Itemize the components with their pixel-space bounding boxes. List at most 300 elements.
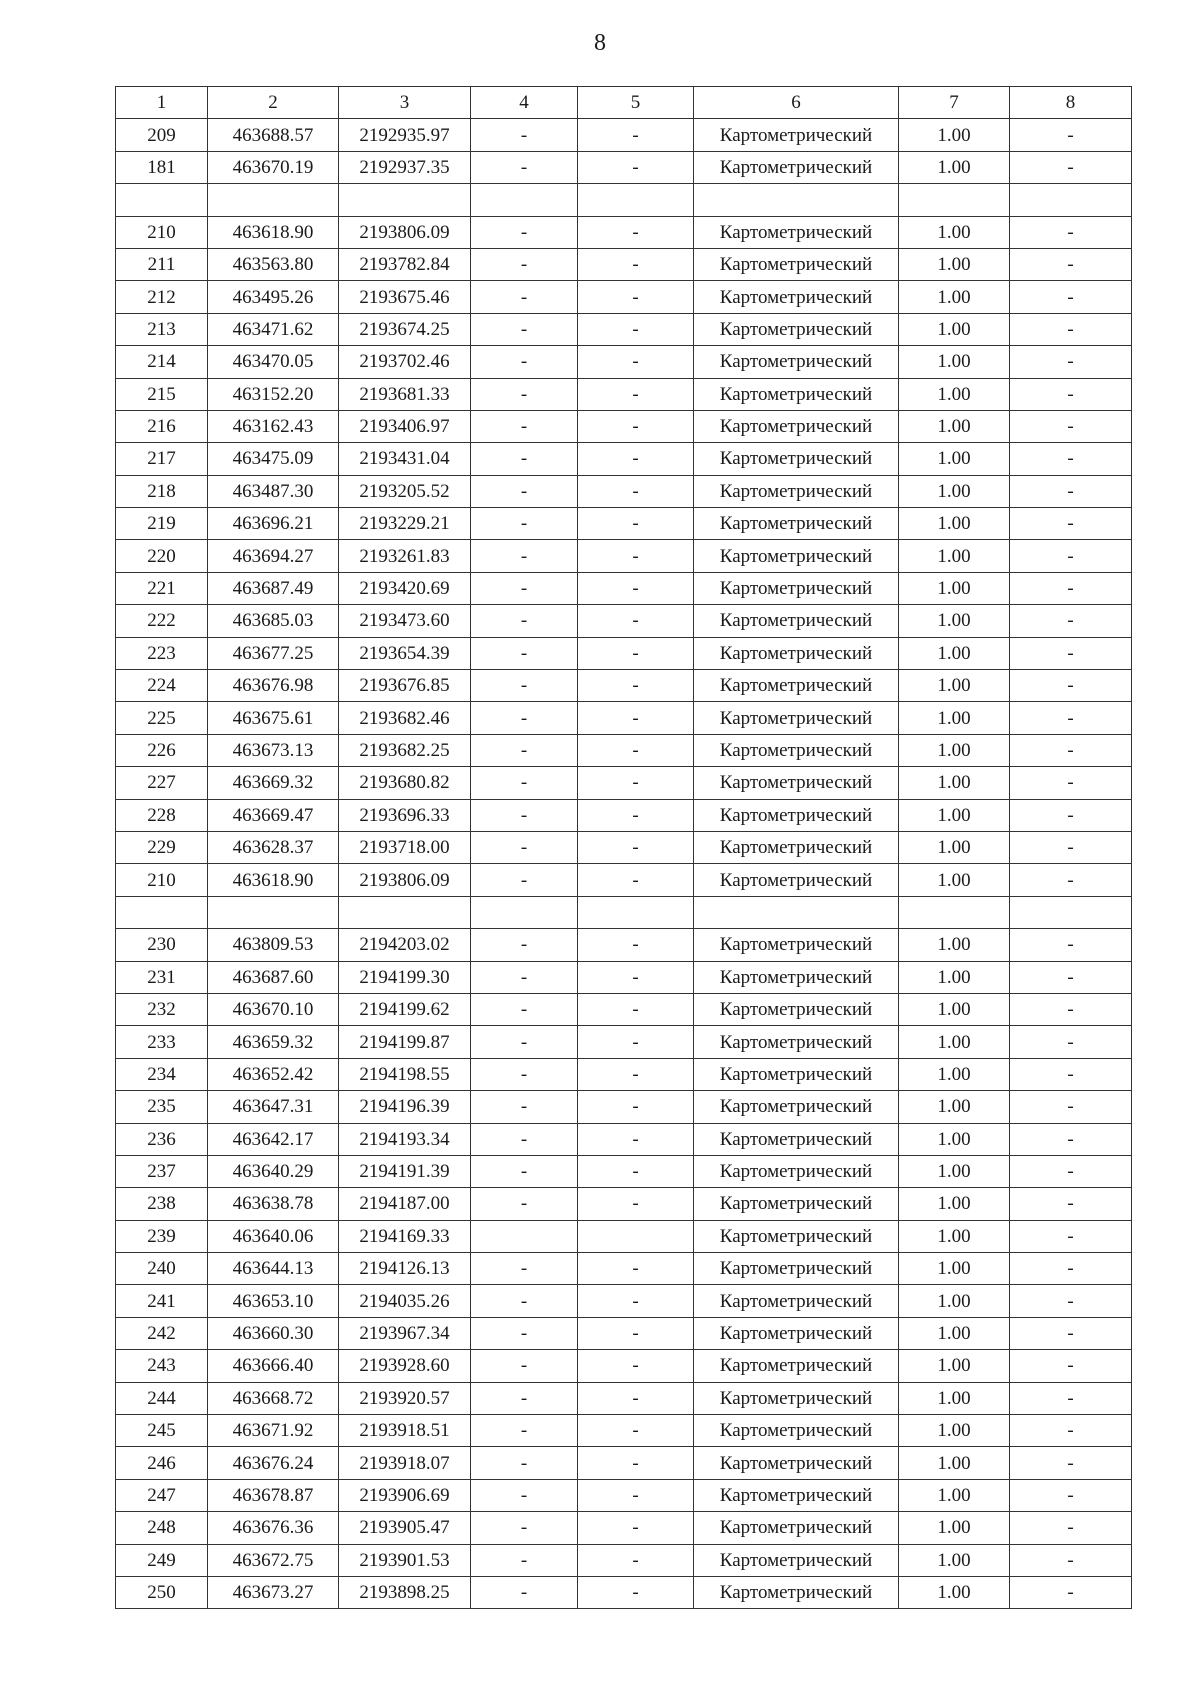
cell-y-coordinate: 2193967.34 bbox=[339, 1317, 471, 1349]
cell-x-coordinate: 463653.10 bbox=[208, 1285, 339, 1317]
cell-col-4: - bbox=[471, 1253, 578, 1285]
cell-col-8: - bbox=[1010, 1447, 1132, 1479]
cell-col-8: - bbox=[1010, 993, 1132, 1025]
cell-col-4: - bbox=[471, 961, 578, 993]
cell-col-4: - bbox=[471, 799, 578, 831]
cell-col-8: - bbox=[1010, 119, 1132, 151]
cell-method: Картометрический bbox=[694, 508, 899, 540]
cell-col-4: - bbox=[471, 1544, 578, 1576]
table-row bbox=[116, 1091, 1132, 1123]
cell-y-coordinate: 2193696.33 bbox=[339, 799, 471, 831]
cell-point-number: 248 bbox=[116, 1512, 208, 1544]
cell-point-number: 247 bbox=[116, 1479, 208, 1511]
table-row bbox=[116, 216, 1132, 248]
cell-col-8: - bbox=[1010, 508, 1132, 540]
cell-y-coordinate: 2193905.47 bbox=[339, 1512, 471, 1544]
cell-point-number: 244 bbox=[116, 1382, 208, 1414]
cell-y-coordinate: 2193205.52 bbox=[339, 475, 471, 507]
cell-col-4: - bbox=[471, 1317, 578, 1349]
cell-point-number: 246 bbox=[116, 1447, 208, 1479]
cell-col-4: - bbox=[471, 637, 578, 669]
cell-col-5: - bbox=[578, 1576, 694, 1608]
cell-y-coordinate: 2193431.04 bbox=[339, 443, 471, 475]
cell-col-4: - bbox=[471, 443, 578, 475]
cell-col-5: - bbox=[578, 1479, 694, 1511]
cell-col-5: - bbox=[578, 216, 694, 248]
cell-accuracy: 1.00 bbox=[899, 702, 1010, 734]
cell-col-5: - bbox=[578, 767, 694, 799]
cell-x-coordinate: 463675.61 bbox=[208, 702, 339, 734]
cell-point-number: 224 bbox=[116, 670, 208, 702]
cell-x-coordinate: 463673.13 bbox=[208, 734, 339, 766]
cell-y-coordinate: 2193901.53 bbox=[339, 1544, 471, 1576]
cell-col-8: - bbox=[1010, 1058, 1132, 1090]
cell-method: Картометрический bbox=[694, 151, 899, 183]
cell-col-4: - bbox=[471, 1026, 578, 1058]
cell-accuracy: 1.00 bbox=[899, 864, 1010, 896]
table-row bbox=[116, 767, 1132, 799]
header-cell-4: 4 bbox=[471, 87, 578, 119]
cell-y-coordinate: 2193898.25 bbox=[339, 1576, 471, 1608]
cell-accuracy: 1.00 bbox=[899, 378, 1010, 410]
header-cell-7: 7 bbox=[899, 87, 1010, 119]
cell-y-coordinate: 2193782.84 bbox=[339, 248, 471, 280]
cell-col-8: - bbox=[1010, 767, 1132, 799]
table-row bbox=[116, 540, 1132, 572]
cell-point-number: 217 bbox=[116, 443, 208, 475]
cell-point-number: 215 bbox=[116, 378, 208, 410]
cell-col-4: - bbox=[471, 767, 578, 799]
cell-method: Картометрический bbox=[694, 637, 899, 669]
cell-method: Картометрический bbox=[694, 767, 899, 799]
cell-accuracy bbox=[899, 896, 1010, 928]
cell-y-coordinate: 2193674.25 bbox=[339, 313, 471, 345]
cell-col-8: - bbox=[1010, 1091, 1132, 1123]
cell-point-number: 222 bbox=[116, 605, 208, 637]
cell-col-4: - bbox=[471, 508, 578, 540]
table-row bbox=[116, 1382, 1132, 1414]
cell-col-5: - bbox=[578, 248, 694, 280]
cell-col-8: - bbox=[1010, 1188, 1132, 1220]
cell-accuracy: 1.00 bbox=[899, 670, 1010, 702]
cell-x-coordinate: 463672.75 bbox=[208, 1544, 339, 1576]
cell-col-8: - bbox=[1010, 1253, 1132, 1285]
cell-method: Картометрический bbox=[694, 799, 899, 831]
cell-col-5: - bbox=[578, 1123, 694, 1155]
cell-point-number bbox=[116, 896, 208, 928]
cell-col-4: - bbox=[471, 929, 578, 961]
cell-x-coordinate: 463563.80 bbox=[208, 248, 339, 280]
cell-y-coordinate: 2193680.82 bbox=[339, 767, 471, 799]
cell-method: Картометрический bbox=[694, 281, 899, 313]
cell-col-4: - bbox=[471, 1188, 578, 1220]
cell-col-8: - bbox=[1010, 1576, 1132, 1608]
cell-y-coordinate: 2193682.25 bbox=[339, 734, 471, 766]
cell-method: Картометрический bbox=[694, 1253, 899, 1285]
table-row bbox=[116, 929, 1132, 961]
cell-y-coordinate: 2193806.09 bbox=[339, 864, 471, 896]
cell-point-number: 231 bbox=[116, 961, 208, 993]
cell-col-4: - bbox=[471, 378, 578, 410]
table-row bbox=[116, 1285, 1132, 1317]
cell-point-number: 236 bbox=[116, 1123, 208, 1155]
header-cell-8: 8 bbox=[1010, 87, 1132, 119]
table-row bbox=[116, 1415, 1132, 1447]
table-row bbox=[116, 281, 1132, 313]
table-row bbox=[116, 1123, 1132, 1155]
cell-col-8: - bbox=[1010, 1220, 1132, 1252]
cell-method: Картометрический bbox=[694, 1220, 899, 1252]
cell-col-5 bbox=[578, 184, 694, 216]
cell-y-coordinate: 2193682.46 bbox=[339, 702, 471, 734]
cell-col-5: - bbox=[578, 1544, 694, 1576]
cell-method: Картометрический bbox=[694, 734, 899, 766]
cell-point-number: 221 bbox=[116, 572, 208, 604]
table-row bbox=[116, 831, 1132, 863]
cell-col-8: - bbox=[1010, 831, 1132, 863]
cell-y-coordinate: 2194199.87 bbox=[339, 1026, 471, 1058]
cell-accuracy: 1.00 bbox=[899, 799, 1010, 831]
table-row bbox=[116, 184, 1132, 216]
cell-col-8: - bbox=[1010, 216, 1132, 248]
cell-accuracy: 1.00 bbox=[899, 248, 1010, 280]
cell-x-coordinate: 463670.10 bbox=[208, 993, 339, 1025]
cell-col-4: - bbox=[471, 216, 578, 248]
cell-col-4: - bbox=[471, 475, 578, 507]
cell-point-number: 241 bbox=[116, 1285, 208, 1317]
cell-y-coordinate: 2193676.85 bbox=[339, 670, 471, 702]
cell-accuracy: 1.00 bbox=[899, 281, 1010, 313]
cell-accuracy: 1.00 bbox=[899, 961, 1010, 993]
cell-col-8: - bbox=[1010, 637, 1132, 669]
cell-col-5: - bbox=[578, 475, 694, 507]
cell-point-number: 245 bbox=[116, 1415, 208, 1447]
cell-y-coordinate: 2194196.39 bbox=[339, 1091, 471, 1123]
cell-accuracy: 1.00 bbox=[899, 1123, 1010, 1155]
cell-method: Картометрический bbox=[694, 540, 899, 572]
table-row bbox=[116, 1188, 1132, 1220]
cell-col-8: - bbox=[1010, 572, 1132, 604]
cell-col-8: - bbox=[1010, 1155, 1132, 1187]
cell-col-4: - bbox=[471, 346, 578, 378]
table-row bbox=[116, 248, 1132, 280]
table-header-row bbox=[116, 87, 1132, 119]
cell-col-5: - bbox=[578, 929, 694, 961]
cell-accuracy: 1.00 bbox=[899, 605, 1010, 637]
cell-col-4: - bbox=[471, 993, 578, 1025]
cell-x-coordinate: 463678.87 bbox=[208, 1479, 339, 1511]
cell-method: Картометрический bbox=[694, 1415, 899, 1447]
cell-col-5: - bbox=[578, 1188, 694, 1220]
cell-method: Картометрический bbox=[694, 1123, 899, 1155]
cell-x-coordinate: 463687.60 bbox=[208, 961, 339, 993]
header-cell-6: 6 bbox=[694, 87, 899, 119]
cell-point-number: 181 bbox=[116, 151, 208, 183]
cell-point-number: 211 bbox=[116, 248, 208, 280]
cell-accuracy: 1.00 bbox=[899, 216, 1010, 248]
cell-col-5: - bbox=[578, 313, 694, 345]
cell-col-8: - bbox=[1010, 1382, 1132, 1414]
cell-point-number: 233 bbox=[116, 1026, 208, 1058]
cell-col-8: - bbox=[1010, 1123, 1132, 1155]
cell-accuracy: 1.00 bbox=[899, 929, 1010, 961]
cell-x-coordinate: 463677.25 bbox=[208, 637, 339, 669]
cell-point-number bbox=[116, 184, 208, 216]
cell-accuracy: 1.00 bbox=[899, 993, 1010, 1025]
cell-accuracy: 1.00 bbox=[899, 151, 1010, 183]
cell-col-5: - bbox=[578, 119, 694, 151]
cell-col-4: - bbox=[471, 1058, 578, 1090]
cell-y-coordinate: 2193918.51 bbox=[339, 1415, 471, 1447]
cell-point-number: 250 bbox=[116, 1576, 208, 1608]
cell-y-coordinate: 2194193.34 bbox=[339, 1123, 471, 1155]
cell-col-5: - bbox=[578, 605, 694, 637]
table-row bbox=[116, 151, 1132, 183]
cell-accuracy: 1.00 bbox=[899, 508, 1010, 540]
cell-accuracy: 1.00 bbox=[899, 572, 1010, 604]
header-cell-5: 5 bbox=[578, 87, 694, 119]
table-row bbox=[116, 702, 1132, 734]
cell-accuracy: 1.00 bbox=[899, 346, 1010, 378]
cell-col-5: - bbox=[578, 1317, 694, 1349]
cell-col-8: - bbox=[1010, 410, 1132, 442]
cell-col-4: - bbox=[471, 1447, 578, 1479]
cell-x-coordinate: 463694.27 bbox=[208, 540, 339, 572]
cell-col-4: - bbox=[471, 540, 578, 572]
cell-x-coordinate bbox=[208, 184, 339, 216]
cell-col-4: - bbox=[471, 1512, 578, 1544]
cell-point-number: 232 bbox=[116, 993, 208, 1025]
cell-x-coordinate: 463687.49 bbox=[208, 572, 339, 604]
cell-col-5: - bbox=[578, 670, 694, 702]
cell-method: Картометрический bbox=[694, 1350, 899, 1382]
cell-x-coordinate: 463644.13 bbox=[208, 1253, 339, 1285]
cell-accuracy: 1.00 bbox=[899, 1447, 1010, 1479]
cell-col-8 bbox=[1010, 896, 1132, 928]
cell-y-coordinate: 2194169.33 bbox=[339, 1220, 471, 1252]
cell-y-coordinate: 2193681.33 bbox=[339, 378, 471, 410]
cell-accuracy: 1.00 bbox=[899, 1220, 1010, 1252]
header-cell-1: 1 bbox=[116, 87, 208, 119]
table-row bbox=[116, 1058, 1132, 1090]
cell-y-coordinate: 2193920.57 bbox=[339, 1382, 471, 1414]
table-row bbox=[116, 572, 1132, 604]
table-row bbox=[116, 605, 1132, 637]
cell-y-coordinate: 2193806.09 bbox=[339, 216, 471, 248]
cell-col-5: - bbox=[578, 1350, 694, 1382]
cell-point-number: 210 bbox=[116, 864, 208, 896]
cell-point-number: 216 bbox=[116, 410, 208, 442]
cell-y-coordinate: 2193928.60 bbox=[339, 1350, 471, 1382]
cell-accuracy: 1.00 bbox=[899, 767, 1010, 799]
cell-y-coordinate: 2194191.39 bbox=[339, 1155, 471, 1187]
table-row bbox=[116, 1220, 1132, 1252]
cell-col-4: - bbox=[471, 1091, 578, 1123]
cell-accuracy: 1.00 bbox=[899, 1188, 1010, 1220]
cell-method: Картометрический bbox=[694, 346, 899, 378]
cell-method: Картометрический bbox=[694, 216, 899, 248]
cell-y-coordinate: 2192937.35 bbox=[339, 151, 471, 183]
cell-x-coordinate: 463471.62 bbox=[208, 313, 339, 345]
cell-method bbox=[694, 184, 899, 216]
cell-col-5: - bbox=[578, 508, 694, 540]
cell-y-coordinate: 2193918.07 bbox=[339, 1447, 471, 1479]
cell-col-4: - bbox=[471, 410, 578, 442]
cell-col-8: - bbox=[1010, 378, 1132, 410]
cell-col-8: - bbox=[1010, 248, 1132, 280]
cell-x-coordinate: 463696.21 bbox=[208, 508, 339, 540]
cell-method: Картометрический bbox=[694, 961, 899, 993]
cell-point-number: 218 bbox=[116, 475, 208, 507]
table-row bbox=[116, 346, 1132, 378]
cell-col-5: - bbox=[578, 410, 694, 442]
header-cell-2: 2 bbox=[208, 87, 339, 119]
cell-col-8: - bbox=[1010, 702, 1132, 734]
cell-y-coordinate: 2194126.13 bbox=[339, 1253, 471, 1285]
cell-col-5 bbox=[578, 1220, 694, 1252]
cell-col-8: - bbox=[1010, 475, 1132, 507]
cell-y-coordinate bbox=[339, 896, 471, 928]
cell-col-4: - bbox=[471, 605, 578, 637]
cell-col-8: - bbox=[1010, 443, 1132, 475]
cell-col-8: - bbox=[1010, 961, 1132, 993]
cell-x-coordinate: 463666.40 bbox=[208, 1350, 339, 1382]
cell-y-coordinate: 2193420.69 bbox=[339, 572, 471, 604]
cell-x-coordinate: 463809.53 bbox=[208, 929, 339, 961]
cell-accuracy bbox=[899, 184, 1010, 216]
cell-y-coordinate: 2193906.69 bbox=[339, 1479, 471, 1511]
cell-x-coordinate: 463688.57 bbox=[208, 119, 339, 151]
cell-method: Картометрический bbox=[694, 1285, 899, 1317]
cell-col-4: - bbox=[471, 1123, 578, 1155]
cell-col-8: - bbox=[1010, 1317, 1132, 1349]
cell-y-coordinate: 2193406.97 bbox=[339, 410, 471, 442]
table-row bbox=[116, 410, 1132, 442]
cell-col-5: - bbox=[578, 1091, 694, 1123]
cell-accuracy: 1.00 bbox=[899, 1479, 1010, 1511]
cell-col-8: - bbox=[1010, 1415, 1132, 1447]
cell-col-5 bbox=[578, 896, 694, 928]
table-row bbox=[116, 508, 1132, 540]
cell-accuracy: 1.00 bbox=[899, 1253, 1010, 1285]
cell-method: Картометрический bbox=[694, 1479, 899, 1511]
cell-method: Картометрический bbox=[694, 1317, 899, 1349]
cell-x-coordinate: 463618.90 bbox=[208, 864, 339, 896]
cell-col-4: - bbox=[471, 248, 578, 280]
cell-method: Картометрический bbox=[694, 929, 899, 961]
cell-point-number: 220 bbox=[116, 540, 208, 572]
cell-col-8: - bbox=[1010, 313, 1132, 345]
cell-col-4: - bbox=[471, 734, 578, 766]
cell-accuracy: 1.00 bbox=[899, 637, 1010, 669]
cell-col-5: - bbox=[578, 1415, 694, 1447]
table-row bbox=[116, 993, 1132, 1025]
cell-accuracy: 1.00 bbox=[899, 1026, 1010, 1058]
table-row bbox=[116, 896, 1132, 928]
cell-y-coordinate: 2193261.83 bbox=[339, 540, 471, 572]
table-row bbox=[116, 1512, 1132, 1544]
cell-accuracy: 1.00 bbox=[899, 831, 1010, 863]
cell-y-coordinate: 2193718.00 bbox=[339, 831, 471, 863]
cell-accuracy: 1.00 bbox=[899, 1415, 1010, 1447]
cell-col-4 bbox=[471, 896, 578, 928]
cell-x-coordinate: 463647.31 bbox=[208, 1091, 339, 1123]
cell-col-5: - bbox=[578, 1253, 694, 1285]
cell-col-5: - bbox=[578, 151, 694, 183]
cell-col-4: - bbox=[471, 1576, 578, 1608]
cell-col-4 bbox=[471, 184, 578, 216]
cell-point-number: 226 bbox=[116, 734, 208, 766]
cell-x-coordinate: 463660.30 bbox=[208, 1317, 339, 1349]
cell-accuracy: 1.00 bbox=[899, 443, 1010, 475]
cell-point-number: 237 bbox=[116, 1155, 208, 1187]
cell-x-coordinate: 463638.78 bbox=[208, 1188, 339, 1220]
cell-accuracy: 1.00 bbox=[899, 734, 1010, 766]
cell-col-5: - bbox=[578, 1512, 694, 1544]
cell-col-4: - bbox=[471, 831, 578, 863]
cell-col-5: - bbox=[578, 281, 694, 313]
cell-col-4: - bbox=[471, 1155, 578, 1187]
table-row bbox=[116, 1447, 1132, 1479]
cell-x-coordinate: 463669.32 bbox=[208, 767, 339, 799]
cell-point-number: 223 bbox=[116, 637, 208, 669]
cell-col-8: - bbox=[1010, 151, 1132, 183]
cell-x-coordinate: 463640.06 bbox=[208, 1220, 339, 1252]
table-row bbox=[116, 799, 1132, 831]
cell-col-5: - bbox=[578, 864, 694, 896]
cell-x-coordinate: 463640.29 bbox=[208, 1155, 339, 1187]
cell-x-coordinate: 463669.47 bbox=[208, 799, 339, 831]
cell-col-4: - bbox=[471, 119, 578, 151]
table-row bbox=[116, 1155, 1132, 1187]
cell-accuracy: 1.00 bbox=[899, 540, 1010, 572]
cell-y-coordinate: 2194035.26 bbox=[339, 1285, 471, 1317]
cell-point-number: 239 bbox=[116, 1220, 208, 1252]
table-body bbox=[116, 87, 1132, 1609]
cell-col-5: - bbox=[578, 961, 694, 993]
page-number: 8 bbox=[594, 30, 606, 56]
table-row bbox=[116, 378, 1132, 410]
cell-method: Картометрический bbox=[694, 1544, 899, 1576]
cell-method: Картометрический bbox=[694, 1382, 899, 1414]
cell-col-4: - bbox=[471, 1350, 578, 1382]
cell-accuracy: 1.00 bbox=[899, 1058, 1010, 1090]
cell-x-coordinate: 463670.19 bbox=[208, 151, 339, 183]
cell-col-8: - bbox=[1010, 1544, 1132, 1576]
cell-x-coordinate: 463676.24 bbox=[208, 1447, 339, 1479]
table-row bbox=[116, 961, 1132, 993]
coordinates-table bbox=[115, 86, 1132, 1609]
cell-col-4: - bbox=[471, 670, 578, 702]
cell-col-5: - bbox=[578, 1447, 694, 1479]
table-row bbox=[116, 1350, 1132, 1382]
cell-point-number: 212 bbox=[116, 281, 208, 313]
cell-point-number: 229 bbox=[116, 831, 208, 863]
cell-col-5: - bbox=[578, 637, 694, 669]
cell-y-coordinate: 2194198.55 bbox=[339, 1058, 471, 1090]
cell-accuracy: 1.00 bbox=[899, 1285, 1010, 1317]
cell-point-number: 243 bbox=[116, 1350, 208, 1382]
cell-col-5: - bbox=[578, 443, 694, 475]
cell-method: Картометрический bbox=[694, 119, 899, 151]
cell-col-4: - bbox=[471, 572, 578, 604]
cell-x-coordinate: 463618.90 bbox=[208, 216, 339, 248]
table-row bbox=[116, 443, 1132, 475]
cell-col-8: - bbox=[1010, 540, 1132, 572]
table-row bbox=[116, 475, 1132, 507]
cell-method: Картометрический bbox=[694, 475, 899, 507]
cell-accuracy: 1.00 bbox=[899, 1382, 1010, 1414]
